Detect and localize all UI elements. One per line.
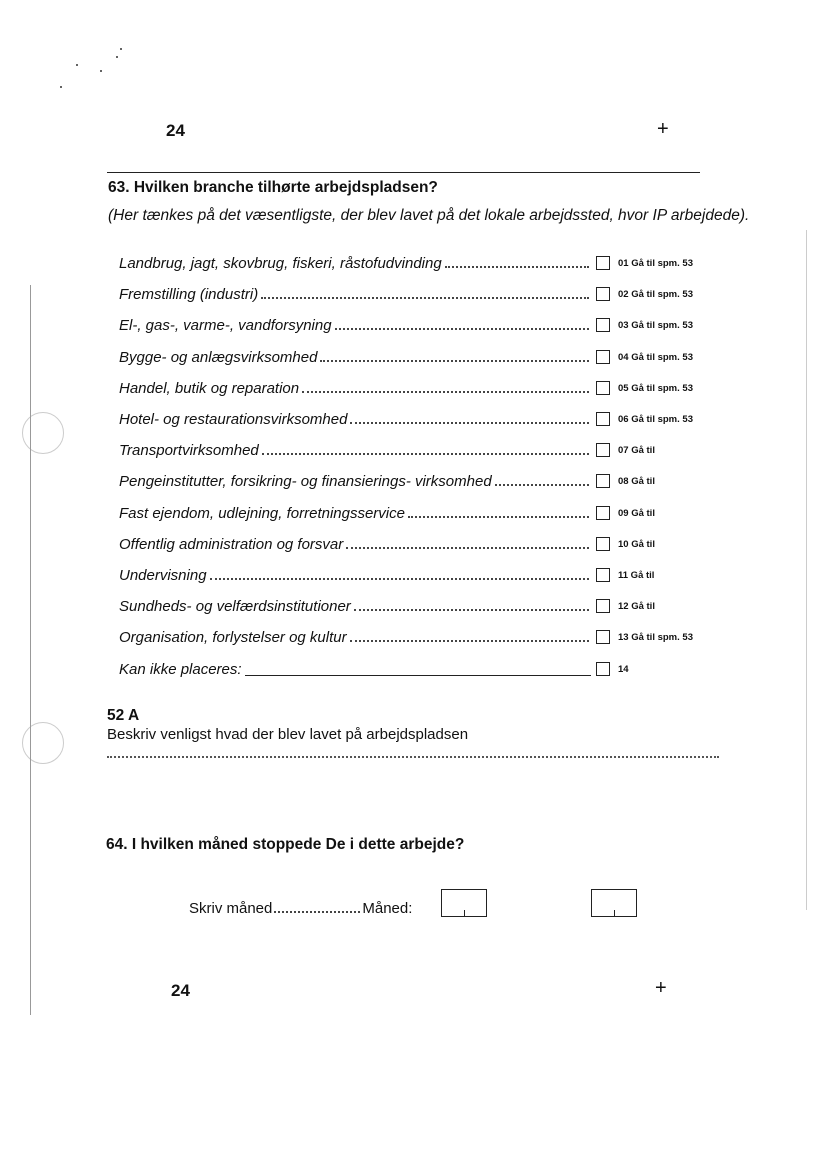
header-rule: [107, 172, 700, 173]
option-label: Transportvirksomhed: [119, 442, 259, 459]
q63-option-4: [119, 346, 591, 366]
leader-dots: [320, 359, 589, 362]
scan-speck: [120, 48, 122, 50]
option-code: 04 Gå til spm. 53: [618, 352, 693, 363]
option-checkbox[interactable]: [596, 256, 610, 270]
q63-option-11: [119, 564, 591, 584]
q63-option-13: [119, 626, 591, 646]
option-label: Fast ejendom, udlejning, forretningsservice: [119, 505, 405, 522]
option-code: 13 Gå til spm. 53: [618, 632, 693, 643]
option-checkbox[interactable]: [596, 412, 610, 426]
option-checkbox[interactable]: [596, 381, 610, 395]
month-box-1[interactable]: [441, 889, 487, 917]
option-code: 05 Gå til spm. 53: [618, 383, 693, 394]
option-label: Fremstilling (industri): [119, 286, 259, 303]
option-checkbox[interactable]: [596, 568, 610, 582]
option-code: 02 Gå til spm. 53: [618, 289, 693, 300]
q63-option-5: [119, 377, 591, 397]
leader-dots: [261, 296, 589, 299]
option-code: 08 Gå til: [618, 476, 655, 487]
option-label: Bygge- og anlægsvirksomhed: [119, 349, 318, 366]
leader-dots: [210, 577, 589, 580]
option-code: 11 Gå til: [618, 570, 655, 581]
option-checkbox[interactable]: [596, 287, 610, 301]
option-label: Undervisning: [119, 567, 207, 584]
option-checkbox[interactable]: [596, 662, 610, 676]
option-checkbox[interactable]: [596, 630, 610, 644]
scan-edge-left: [30, 285, 31, 1015]
scan-edge-right: [806, 230, 807, 910]
option-label: Pengeinstitutter, forsikring- og finansierings- virksomhed: [119, 473, 492, 490]
leader-dots: [445, 265, 589, 268]
option-label: Handel, butik og reparation: [119, 380, 300, 397]
q52a-text: Beskriv venligst hvad der blev lavet på arbejdspladsen: [107, 726, 469, 743]
leader-dots: [408, 515, 589, 518]
q64-title: 64. I hvilken måned stoppede De i dette arbejde?: [106, 836, 465, 853]
option-checkbox[interactable]: [596, 506, 610, 520]
option-checkbox[interactable]: [596, 318, 610, 332]
month-box-tick: [464, 910, 465, 916]
q64-prompt-row: [189, 900, 412, 917]
q63-option-8: [119, 470, 591, 490]
q63-option-1: [119, 252, 591, 272]
scan-speck: [60, 86, 62, 88]
option-label: Hotel- og restaurationsvirksomhed: [119, 411, 348, 428]
scan-speck: [100, 70, 102, 72]
option-label: Organisation, forlystelser og kultur: [119, 629, 347, 646]
punch-hole: [22, 722, 64, 764]
q63-option-3: [119, 314, 591, 334]
write-in-line[interactable]: [245, 675, 591, 676]
option-label: Landbrug, jagt, skovbrug, fiskeri, råstofudvinding: [119, 255, 442, 272]
option-checkbox[interactable]: [596, 474, 610, 488]
punch-hole: [22, 412, 64, 454]
q63-option-14: [119, 658, 591, 678]
leader-dots: [354, 608, 589, 611]
option-label: Sundheds- og velfærdsinstitutioner: [119, 598, 351, 615]
q63-option-10: [119, 533, 591, 553]
option-label: Kan ikke placeres:: [119, 661, 242, 678]
leader-dots: [302, 390, 589, 393]
option-code: 14: [618, 664, 629, 675]
option-code: 07 Gå til: [618, 445, 655, 456]
leader-dots: [350, 639, 589, 642]
q52a-title: 52 A: [107, 707, 140, 724]
option-code: 03 Gå til spm. 53: [618, 320, 693, 331]
page-number-top: 24: [166, 121, 185, 140]
q64-prompt: Skriv måned: [189, 900, 273, 917]
month-box-2[interactable]: [591, 889, 637, 917]
q64-prompt-dots: [274, 911, 360, 913]
leader-dots: [346, 546, 589, 549]
q63-option-12: [119, 595, 591, 615]
q63-option-6: [119, 408, 591, 428]
option-label: El-, gas-, varme-, vandforsyning: [119, 317, 332, 334]
option-code: 01 Gå til spm. 53: [618, 258, 693, 269]
option-code: 10 Gå til: [618, 539, 655, 550]
plus-mark-top: +: [657, 118, 669, 140]
leader-dots: [262, 452, 589, 455]
page-number-bottom: 24: [171, 981, 190, 1000]
q63-option-9: [119, 502, 591, 522]
option-checkbox[interactable]: [596, 443, 610, 457]
leader-dots: [335, 327, 589, 330]
option-checkbox[interactable]: [596, 350, 610, 364]
q64-field-label: Måned:: [362, 900, 413, 917]
month-box-tick: [614, 910, 615, 916]
q63-option-2: [119, 283, 591, 303]
option-label: Offentlig administration og forsvar: [119, 536, 344, 553]
scan-speck: [116, 56, 118, 58]
q63-option-7: [119, 439, 591, 459]
option-code: 06 Gå til spm. 53: [618, 414, 693, 425]
q52a-answer-line[interactable]: [107, 755, 719, 758]
q63-title: 63. Hvilken branche tilhørte arbejdspladsen?: [108, 179, 438, 196]
option-code: 12 Gå til: [618, 601, 655, 612]
plus-mark-bottom: +: [655, 977, 667, 999]
option-checkbox[interactable]: [596, 537, 610, 551]
leader-dots: [350, 421, 589, 424]
scan-speck: [76, 64, 78, 66]
q63-subtitle: (Her tænkes på det væsentligste, der blev lavet på det lokale arbejdssted, hvor IP arbejdede).: [108, 207, 750, 224]
option-code: 09 Gå til: [618, 508, 655, 519]
leader-dots: [495, 483, 589, 486]
option-checkbox[interactable]: [596, 599, 610, 613]
